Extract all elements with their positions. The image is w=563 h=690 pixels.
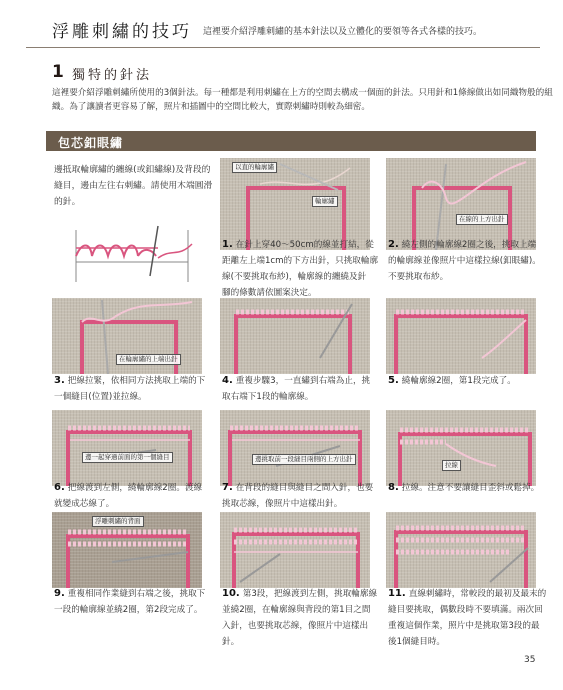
- photo-label: 輪廓繡: [312, 196, 338, 207]
- step-number: 3.: [54, 375, 65, 386]
- step-number: 11.: [388, 588, 406, 599]
- step-5-caption: 5. 繞輪廓線2圈，第1段完成了。: [388, 375, 516, 386]
- step-3-photo: [52, 298, 202, 374]
- step-5-photo: [386, 298, 536, 374]
- lead-paragraph-line: 的針。: [54, 197, 81, 207]
- step-10-caption: 10. 第3段，把線渡到左側，挑取輪廓線 並繞2圈，在輪廓線與背段的第1目之間 入針，也要挑取芯線，像照片中這樣出 針。: [222, 588, 378, 647]
- step-6-caption: 6. 把線渡到左側，繞輪廓線2圈。渡線 就變成芯線了。: [54, 482, 203, 509]
- step-11-caption: 11. 直線刺繡時，常較段的最初及最末的 縫目要挑取，偶數段時不要填滿。兩次回 重複這個作業，照片中是挑取第3段的最 後1個縫目時。: [388, 588, 547, 647]
- step-1-caption: 1. 在針上穿40～50cm的線並打結，從 距離左上端1cm的下方出針，只挑取輪廓 線(不要挑取布紗)，輪廓線的纏繞及針 腳的條數請依圖案決定。: [222, 239, 379, 298]
- step-9-photo: [52, 512, 202, 588]
- photo-label: 在線的上方出針: [456, 214, 508, 225]
- photo-label: 在輪廓繡的上端出針: [116, 354, 181, 365]
- step-number: 7.: [222, 482, 233, 493]
- technique-title: 包芯釦眼繡: [58, 136, 124, 150]
- photo-label: 邊挑取前一段縫目兩側的上方出針: [252, 454, 356, 465]
- page-number: 35: [524, 655, 536, 665]
- photo-label: 邊一起穿過前面的第一個縫目: [82, 452, 173, 463]
- section-intro-line: 織。為了讓讀者更容易了解，照片和插圖中的空間比較大，實際刺繡時則較為細密。: [52, 102, 370, 112]
- step-6-photo: [52, 410, 202, 486]
- step-7-photo: [220, 410, 370, 486]
- section-title: 獨特的針法: [72, 68, 153, 83]
- section-intro-line: 這裡要介紹浮雕刺繡所使用的3個針法。每一種都是利用刺繡在上方的空間去構成一個面的針法。只用針和1條線做出如同織物般的組: [52, 88, 553, 98]
- step-number: 9.: [54, 588, 65, 599]
- step-4-caption: 4. 重複步驟3，一直繡到右端為止，挑 取右端下1段的輪廓線。: [222, 375, 371, 402]
- step-9-caption: 9. 重複相同作業縫到右端之後，挑取下 一段的輪廓線並繞2圈，第2段完成了。: [54, 588, 206, 615]
- step-number: 4.: [222, 375, 233, 386]
- step-8-photo: [386, 410, 536, 486]
- step-8-caption: 8. 拉線。注意不要讓縫目歪斜或鬆掉。: [388, 482, 540, 493]
- step-10-photo: [220, 512, 370, 588]
- step-11-photo: [386, 512, 536, 588]
- step-number: 5.: [388, 375, 399, 386]
- step-4-photo: [220, 298, 370, 374]
- section-number: 1: [52, 62, 64, 82]
- lead-paragraph-line: 邊抵取輪廓繡的纏線(或釦繡線)及背段的: [54, 165, 211, 175]
- step-3-caption: 3. 把線拉緊，依相同方法挑取上端的下 一個縫目(位置)並拉線。: [54, 375, 206, 402]
- stitch-diagram-illustration: [62, 218, 202, 288]
- page-header-title: 浮雕刺繡的技巧: [52, 22, 192, 42]
- step-number: 8.: [388, 482, 399, 493]
- step-2-caption: 2. 繞左側的輪廓線2圈之後，挑取上端 的輪廓線並像照片中這樣拉線(釦眼繡)。 不要挑取布紗。: [388, 239, 541, 282]
- lead-paragraph-line: 縫目，邊由左往右刺繡。請使用木端圓滑: [54, 181, 213, 191]
- photo-label: 拉線: [442, 460, 461, 471]
- photo-label: 以直的輪廓繡: [232, 162, 277, 173]
- step-number: 10.: [222, 588, 240, 599]
- step-number: 1.: [222, 239, 233, 250]
- header-divider: [26, 47, 540, 48]
- step-number: 2.: [388, 239, 399, 250]
- step-7-caption: 7. 在背段的縫目與縫目之間入針，也要 挑取芯線，像照片中這樣出針。: [222, 482, 374, 509]
- step-number: 6.: [54, 482, 65, 493]
- page-header-description: 這裡要介紹浮雕刺繡的基本針法以及立體化的要領等各式各樣的技巧。: [203, 27, 483, 37]
- photo-label: 浮雕刺繡的背面: [92, 516, 144, 527]
